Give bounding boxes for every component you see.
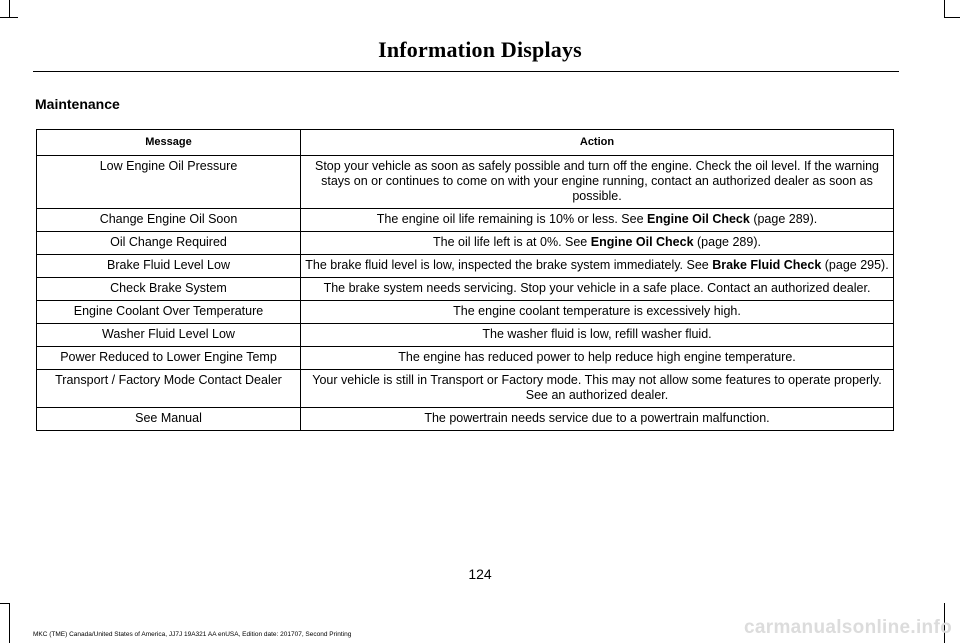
crop-mark-bottom-left-vertical [9,603,10,643]
table-row [37,347,894,370]
action-cell [301,370,894,408]
maintenance-table [36,129,894,431]
action-cell [301,255,894,278]
watermark: carmanualsonline.info [744,617,952,638]
table-row [37,255,894,278]
edition-footer: MKC (TME) Canada/United States of America, JJ7J 19A321 AA enUSA, Edition date: 201707, Second Printing [33,631,352,638]
cross-reference-link[interactable]: Engine Oil Check [590,235,694,249]
crop-mark-bottom-left-horizontal [0,603,10,604]
table-row [37,209,894,232]
message-cell: Oil Change Required [37,232,301,255]
message-cell: Washer Fluid Level Low [37,324,301,347]
page-number: 124 [468,566,492,582]
table-row [37,156,894,209]
section-title: Maintenance [35,96,120,112]
message-cell: Change Engine Oil Soon [37,209,301,232]
action-text: The brake fluid level is low, inspected the brake system immediately. See [305,258,713,272]
action-page-ref: (page 295). [821,258,889,272]
table-header-row [37,130,894,156]
action-text: Your vehicle is still in Transport or Factory mode. This may not allow some features to operate properly. See an authorized dealer. [312,373,882,402]
page-header-title: Information Displays [378,37,582,62]
action-text: Stop your vehicle as soon as safely possible and turn off the engine. Check the oil level. If the warning stays on or continues to come on with your engine running, contact an authorized dealer as soon as possible. [315,159,879,203]
action-cell [301,347,894,370]
action-text: The brake system needs servicing. Stop your vehicle in a safe place. Contact an authorized dealer. [323,281,871,295]
message-cell: Engine Coolant Over Temperature [37,301,301,324]
action-page-ref: (page 289). [749,212,818,226]
table-row [37,324,894,347]
crop-mark-top-left-horizontal [0,17,18,18]
table-row [37,370,894,408]
table-row [37,301,894,324]
action-cell [301,301,894,324]
message-cell: See Manual [37,408,301,431]
crop-mark-top-left-vertical [9,0,10,18]
action-text: The engine coolant temperature is excessively high. [453,304,741,318]
action-page-ref: (page 289). [693,235,761,249]
action-text: The oil life left is at 0%. See [433,235,591,249]
cross-reference-link[interactable]: Brake Fluid Check [712,258,822,272]
message-cell: Transport / Factory Mode Contact Dealer [37,370,301,408]
action-cell [301,278,894,301]
header-divider [33,71,899,72]
cross-reference-link[interactable]: Engine Oil Check [647,212,750,226]
column-header-action: Action [301,130,894,156]
action-text: The washer fluid is low, refill washer fluid. [482,327,712,341]
action-text: The engine oil life remaining is 10% or less. See [376,212,648,226]
message-cell: Check Brake System [37,278,301,301]
column-header-message: Message [37,130,301,156]
action-text: The engine has reduced power to help reduce high engine temperature. [398,350,796,364]
action-cell [301,209,894,232]
table-row [37,278,894,301]
message-cell: Power Reduced to Lower Engine Temp [37,347,301,370]
action-cell [301,324,894,347]
table-row [37,232,894,255]
message-cell: Low Engine Oil Pressure [37,156,301,209]
crop-mark-top-right-horizontal [944,17,960,18]
table-row [37,408,894,431]
action-cell [301,156,894,209]
message-cell: Brake Fluid Level Low [37,255,301,278]
action-cell [301,408,894,431]
action-text: The powertrain needs service due to a powertrain malfunction. [424,411,770,425]
crop-mark-top-right-vertical [944,0,945,18]
action-cell [301,232,894,255]
